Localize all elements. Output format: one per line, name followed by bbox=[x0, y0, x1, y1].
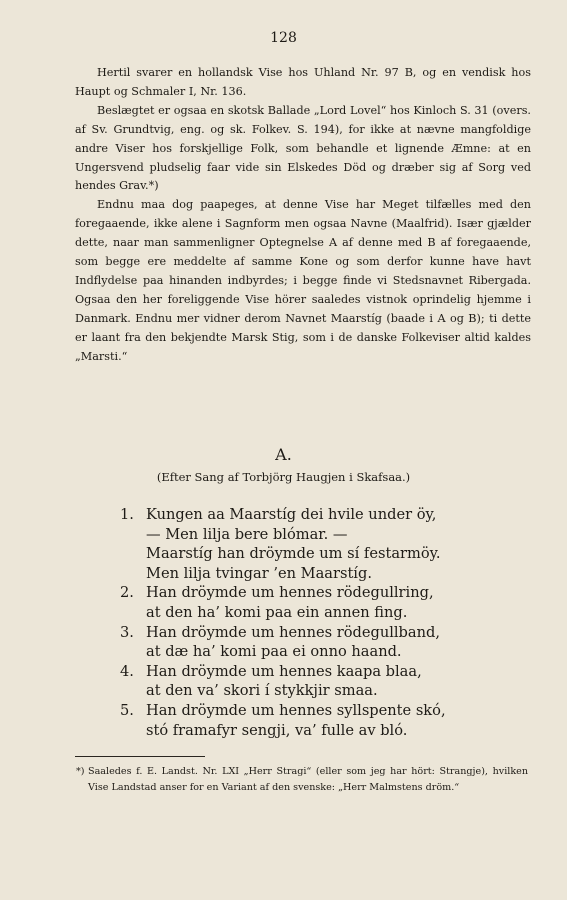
refrain-line: Men lilja tvingar ’en Maarstíg. bbox=[146, 564, 372, 582]
verse-line: at den ha’ komi paa ein annen fing. bbox=[146, 603, 408, 621]
verse-line: Kungen aa Maarstíg dei hvile under öy, bbox=[146, 506, 437, 523]
refrain-line: — Men lilja bere blómar. — bbox=[146, 525, 348, 543]
footnote-mark: *) bbox=[76, 766, 85, 777]
stanza-number: 2. bbox=[120, 584, 134, 602]
footnote bbox=[76, 764, 528, 797]
section-heading: A. bbox=[275, 445, 292, 464]
paragraph-3: Endnu maa dog paapeges, at denne Vise har Meget tilfælles med den foregaaende, ikke alene i Sagnform men ogsaa Navne (Maalfrid). Især gjælder dette, naar man sammenligner Optegnelse A af denne med B af foregaaende, som begge ere meddelte af samme Kone og som derfor kunne have havt Indflydelse paa hinanden indbyrdes; i begge finde vi Stedsnavnet Ribergada. Ogsaa den her foreliggende Vise hörer saaledes vistnok oprindelig hjemme i Danmark. Endnu mer vidner derom Navnet Maarstíg (baade i A og B); ti dette er laant fra den bekjendte Marsk Stig, som i de danske Folkeviser altid kaldes „Marsti.“ bbox=[75, 198, 531, 363]
paragraph-1: Hertil svarer en hollandsk Vise hos Uhland Nr. 97 B, og en vendisk hos Haupt og Schmaler I, Nr. 136. bbox=[75, 66, 531, 98]
verse-line: stó framafyr sengji, va’ fulle av bló. bbox=[146, 721, 408, 739]
stanza-4 bbox=[120, 662, 540, 701]
stanza-1 bbox=[120, 505, 540, 583]
poem bbox=[120, 505, 540, 740]
section-subheading: (Efter Sang af Torbjörg Haugjen i Skafsaa.) bbox=[156, 470, 411, 484]
verse-line: Han dröymde um hennes rödegullband, bbox=[146, 623, 440, 641]
stanza-2 bbox=[120, 583, 540, 622]
stanza-number: 3. bbox=[120, 623, 134, 641]
verse-line: at dæ ha’ komi paa ei onno haand. bbox=[146, 643, 402, 661]
paragraph-2: Beslægtet er ogsaa en skotsk Ballade „Lord Lovel“ hos Kinloch S. 31 (overs. af Sv. Grundtvig, eng. og sk. Folkev. S. 194), for ikke at nævne mangfoldige andre Viser hos forskjellige Folk, som behandle et lignende Æmne: at en Ungersvend pludselig faar vide sin Elskedes Död og dræber sig af Sorg ved hendes Grav.*) bbox=[75, 103, 531, 193]
verse-line: Han dröymde um hennes rödegullring, bbox=[146, 584, 434, 602]
verse-line: Maarstíg han dröymde um sí festarmöy. bbox=[146, 545, 441, 563]
verse-line: Han dröymde um hennes syllspente skó, bbox=[146, 701, 446, 719]
verse-line: Han dröymde um hennes kaapa blaa, bbox=[146, 662, 422, 680]
stanza-number: 1. bbox=[120, 506, 134, 523]
stanza-3 bbox=[120, 623, 540, 662]
stanza-number: 4. bbox=[120, 662, 134, 680]
footnote-divider bbox=[75, 756, 205, 757]
page-number: 128 bbox=[270, 30, 297, 46]
footnote-text: Saaledes f. E. Landst. Nr. LXI „Herr Stragi“ (eller som jeg har hört: Strangje), hvilken Vise Landstad anser for en Variant af den svenske: „Herr Malmstens dröm.“ bbox=[88, 766, 528, 794]
stanza-number: 5. bbox=[120, 701, 134, 719]
stanza-5 bbox=[120, 701, 540, 740]
commentary-text bbox=[75, 64, 531, 367]
verse-line: at den va’ skori í stykkjir smaa. bbox=[146, 682, 378, 700]
